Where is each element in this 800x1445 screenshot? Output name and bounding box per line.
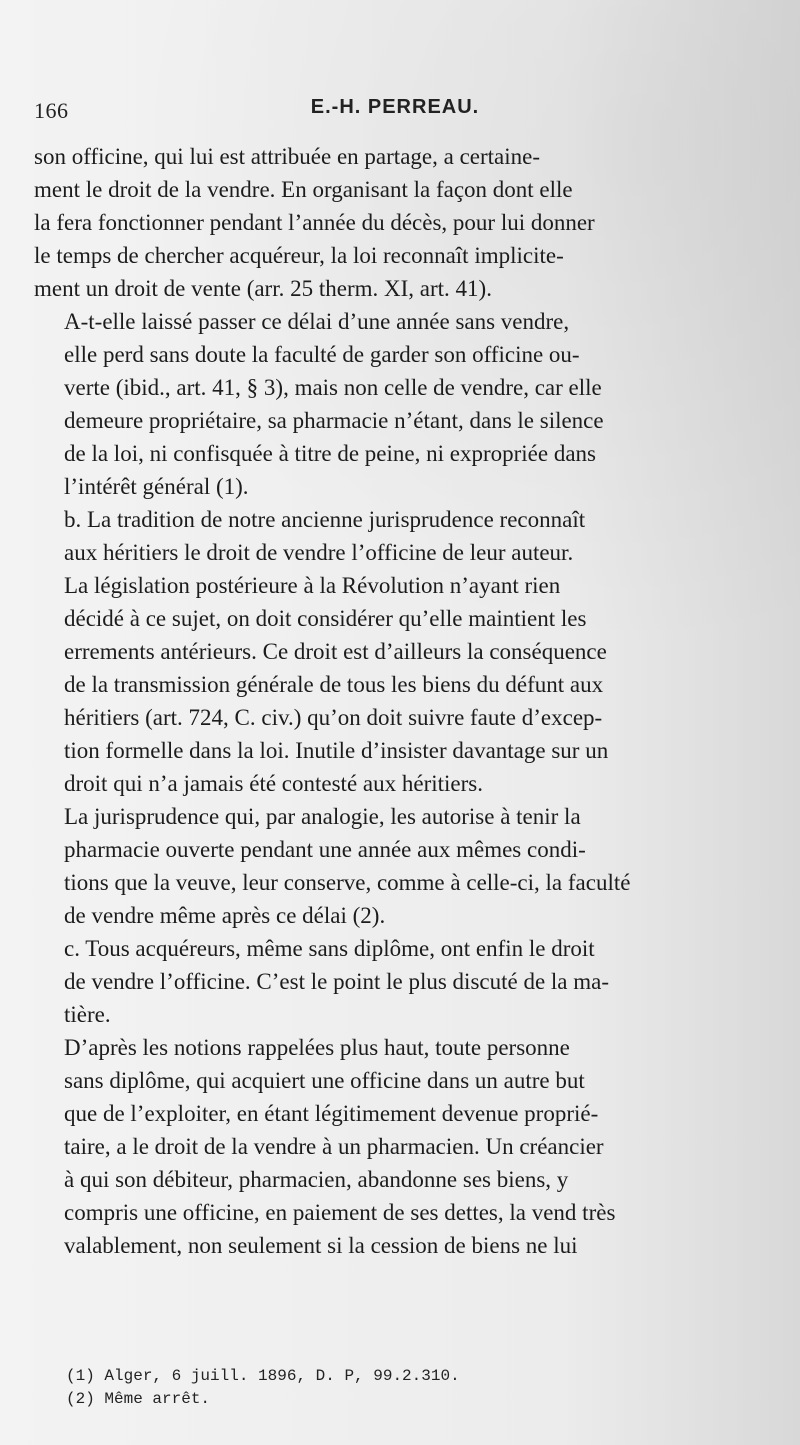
text-line-32: à qui son débiteur, pharmacien, abandonne ses biens, y [64, 1167, 569, 1192]
footnote-1: (1) Alger, 6 juill. 1896, D. P, 99.2.310. [66, 1367, 460, 1385]
main-text [34, 140, 756, 1262]
text-line-15: décidé à ce sujet, on doit considérer qu’elle maintient les [64, 606, 587, 631]
text-line-23: tions que la veuve, leur conserve, comme à celle-ci, la faculté [64, 870, 631, 895]
text-line-22: pharmacie ouverte pendant une année aux mêmes condi- [64, 837, 586, 862]
text-line-1: son officine, qui lui est attribuée en partage, a certaine- [34, 144, 540, 169]
page-header [34, 90, 756, 130]
text-line-19: tion formelle dans la loi. Inutile d’insister davantage sur un [64, 738, 609, 763]
text-line-11: l’intérêt général (1). [64, 474, 249, 499]
text-line-29: sans diplôme, qui acquiert une officine dans un autre but [64, 1068, 585, 1093]
paragraph-5 [34, 932, 756, 1031]
text-line-8: verte (ibid., art. 41, § 3), mais non celle de vendre, car elle [64, 375, 602, 400]
text-line-10: de la loi, ni confisquée à titre de peine, ni expropriée dans [64, 441, 596, 466]
text-line-17: de la transmission générale de tous les biens du défunt aux [64, 672, 604, 697]
text-line-31: taire, a le droit de la vendre à un pharmacien. Un créancier [64, 1134, 604, 1159]
paragraph-2 [34, 305, 756, 503]
text-line-28: D’après les notions rappelées plus haut, toute personne [64, 1035, 570, 1060]
text-line-7: elle perd sans doute la faculté de garder son officine ou- [64, 342, 580, 367]
page-number: 166 [34, 98, 69, 123]
text-line-24: de vendre même après ce délai (2). [64, 903, 386, 928]
paragraph-3 [34, 503, 756, 800]
text-line-4: le temps de chercher acquéreur, la loi reconnaît implicite- [34, 243, 564, 268]
text-line-21: La jurisprudence qui, par analogie, les autorise à tenir la [64, 804, 581, 829]
text-line-3: la fera fonctionner pendant l’année du décès, pour lui donner [34, 210, 595, 235]
footnotes [66, 1365, 460, 1411]
text-line-27: tière. [64, 1002, 111, 1027]
paragraph-6 [34, 1031, 756, 1262]
paragraph-1 [34, 140, 756, 305]
text-line-13: aux héritiers le droit de vendre l’officine de leur auteur. [64, 540, 574, 565]
running-head: E.-H. PERREAU. [310, 96, 480, 118]
text-line-5: ment un droit de vente (arr. 25 therm. XI, art. 41). [34, 276, 492, 301]
text-line-26: de vendre l’officine. C’est le point le plus discuté de la ma- [64, 969, 610, 994]
text-line-14: La législation postérieure à la Révolution n’ayant rien [64, 573, 561, 598]
text-line-2: ment le droit de la vendre. En organisant la façon dont elle [34, 177, 573, 202]
footnote-2: (2) Même arrêt. [66, 1390, 211, 1408]
text-line-9: demeure propriétaire, sa pharmacie n’étant, dans le silence [64, 408, 604, 433]
text-line-34: valablement, non seulement si la cession de biens ne lui [64, 1233, 578, 1258]
text-line-12: b. La tradition de notre ancienne jurisprudence reconnaît [64, 507, 586, 532]
text-line-6: A-t-elle laissé passer ce délai d’une année sans vendre, [64, 309, 570, 334]
text-line-25: c. Tous acquéreurs, même sans diplôme, ont enfin le droit [64, 936, 595, 961]
paragraph-4 [34, 800, 756, 932]
text-line-16: errements antérieurs. Ce droit est d’ailleurs la conséquence [64, 639, 607, 664]
text-line-18: héritiers (art. 724, C. civ.) qu’on doit suivre faute d’excep- [64, 705, 603, 730]
text-line-20: droit qui n’a jamais été contesté aux héritiers. [64, 771, 483, 796]
text-line-33: compris une officine, en paiement de ses dettes, la vend très [64, 1200, 616, 1225]
text-line-30: que de l’exploiter, en étant légitimement devenue proprié- [64, 1101, 599, 1126]
